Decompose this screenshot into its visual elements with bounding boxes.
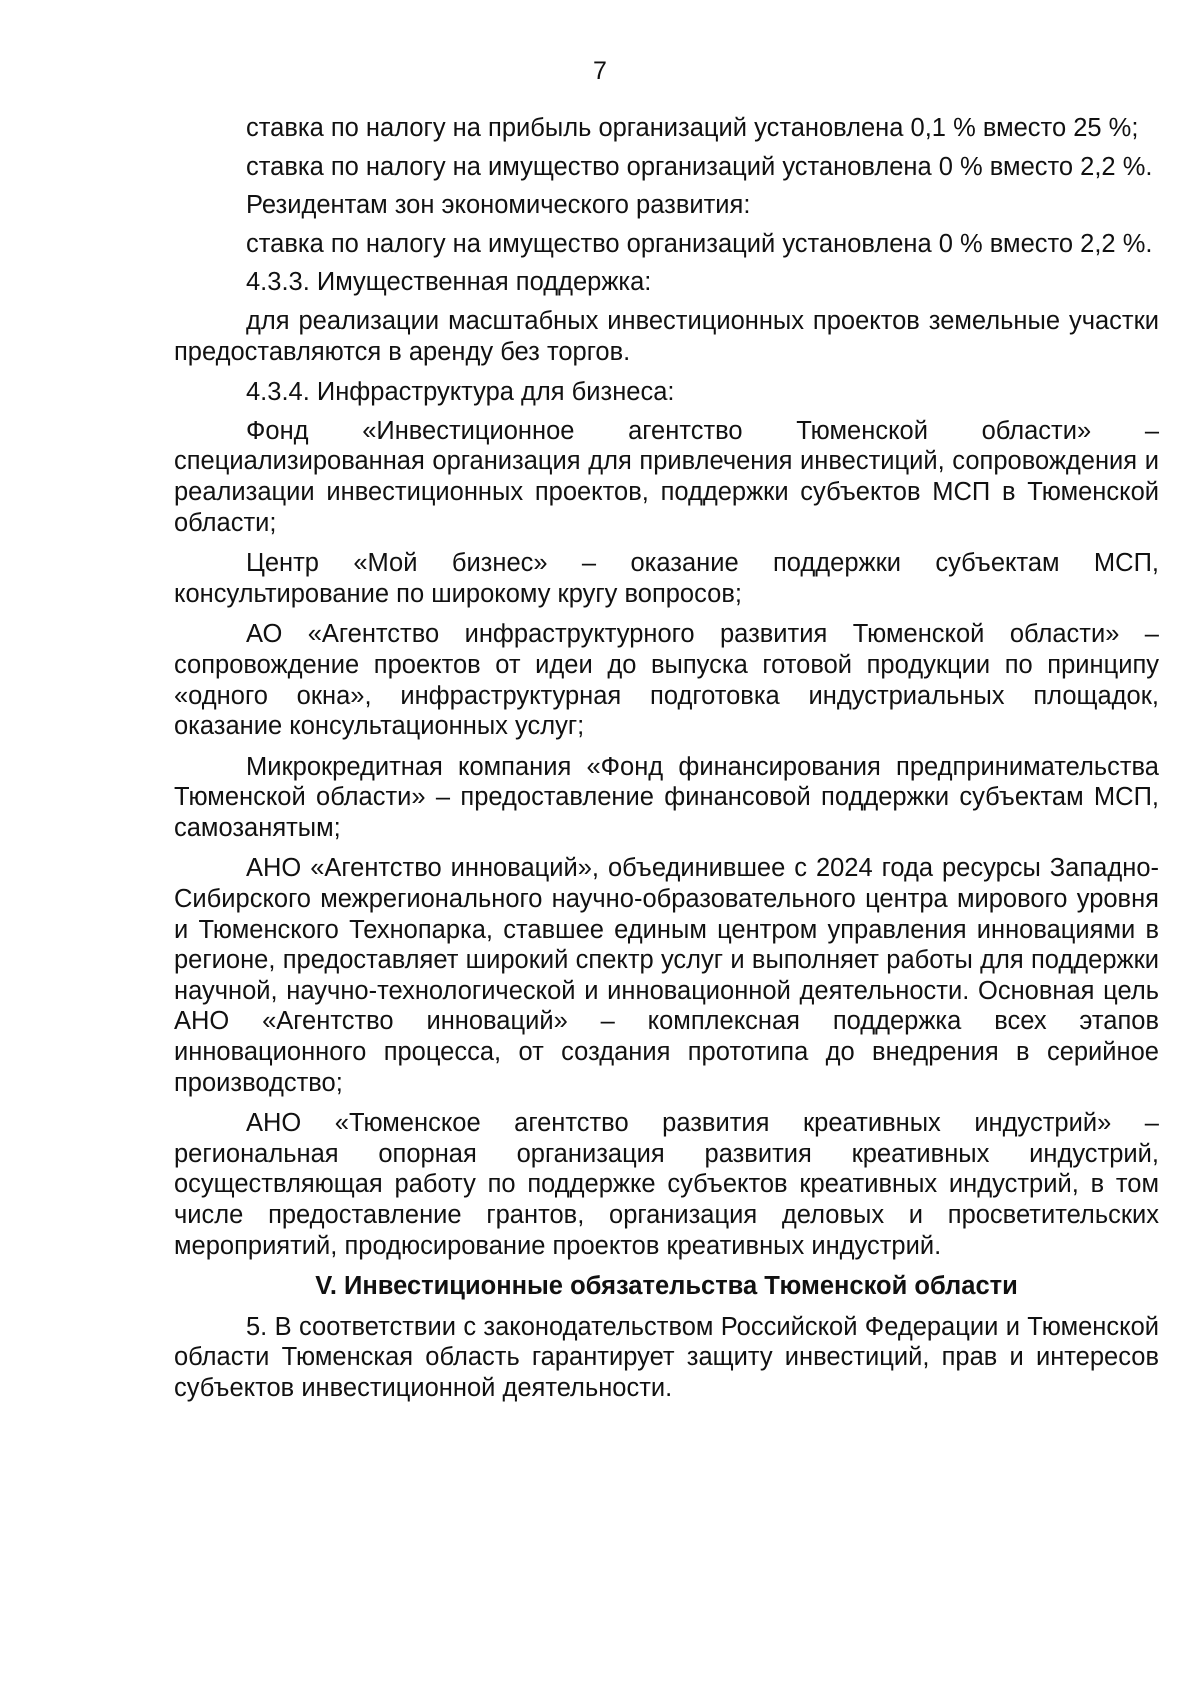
paragraph-infrastructure-agency: АО «Агентство инфраструктурного развития Тюменской области» – сопровождение проектов от идеи до выпуска готовой продукции по принципу «одного окна», инфраструктурная подготовка индустриальных площадок, оказание консультационных услуг; [174, 620, 1159, 741]
paragraph-innovation-agency: АНО «Агентство инноваций», объединившее с 2024 года ресурсы Западно-Сибирского межрегионального научно-образовательного центра мирового уровня и Тюменского Технопарка, ставшее единым центром управления инновациями в регионе, предоставляет широкий спектр услуг и выполняет работы для поддержки научной, научно-технологической и инновационной деятельности. Основная цель АНО «Агентство инноваций» – комплексная поддержка всех этапов инновационного процесса, от создания прототипа до внедрения в серийное производство; [174, 854, 1159, 1097]
page-number: 7 [593, 57, 607, 85]
paragraph-property-support-heading: 4.3.3. Имущественная поддержка: [246, 268, 652, 297]
paragraph-property-tax-rate: ставка по налогу на имущество организаций установлена 0 % вместо 2,2 %. [246, 152, 1153, 181]
paragraph-microcredit-company: Микрокредитная компания «Фонд финансирования предпринимательства Тюменской области» – предоставление финансовой поддержки субъектам МСП, самозанятым; [174, 752, 1159, 842]
paragraph-investment-guarantee: 5. В соответствии с законодательством Российской Федерации и Тюменской области Тюменская область гарантирует защиту инвестиций, прав и интересов субъектов инвестиционной деятельности. [174, 1312, 1159, 1402]
paragraph-business-infrastructure-heading: 4.3.4. Инфраструктура для бизнеса: [246, 378, 675, 407]
paragraph-creative-industries-agency: АНО «Тюменское агентство развития креативных индустрий» – региональная опорная организация развития креативных индустрий, осуществляющая работу по поддержке субъектов креативных индустрий, в том числе предоставление грантов, организация деловых и просветительских мероприятий, продюсирование проектов креативных индустрий. [174, 1109, 1159, 1260]
paragraph-residents-property-tax-rate: ставка по налогу на имущество организаций установлена 0 % вместо 2,2 %. [246, 229, 1153, 258]
paragraph-profit-tax-rate: ставка по налогу на прибыль организаций установлена 0,1 % вместо 25 %; [246, 114, 1139, 142]
section-heading: V. Инвестиционные обязательства Тюменской области [315, 1272, 1018, 1301]
paragraph-economic-zone-residents: Резидентам зон экономического развития: [246, 191, 751, 220]
paragraph-investment-agency: Фонд «Инвестиционное агентство Тюменской области» – специализированная организация для привлечения инвестиций, сопровождения и реализации инвестиционных проектов, поддержки субъектов МСП в Тюменской области; [174, 416, 1159, 537]
paragraph-land-lease: для реализации масштабных инвестиционных проектов земельные участки предоставляются в аренду без торгов. [174, 306, 1159, 366]
document-body [174, 113, 1159, 1414]
paragraph-my-business-center: Центр «Мой бизнес» – оказание поддержки субъектам МСП, консультирование по широкому кругу вопросов; [174, 549, 1159, 608]
